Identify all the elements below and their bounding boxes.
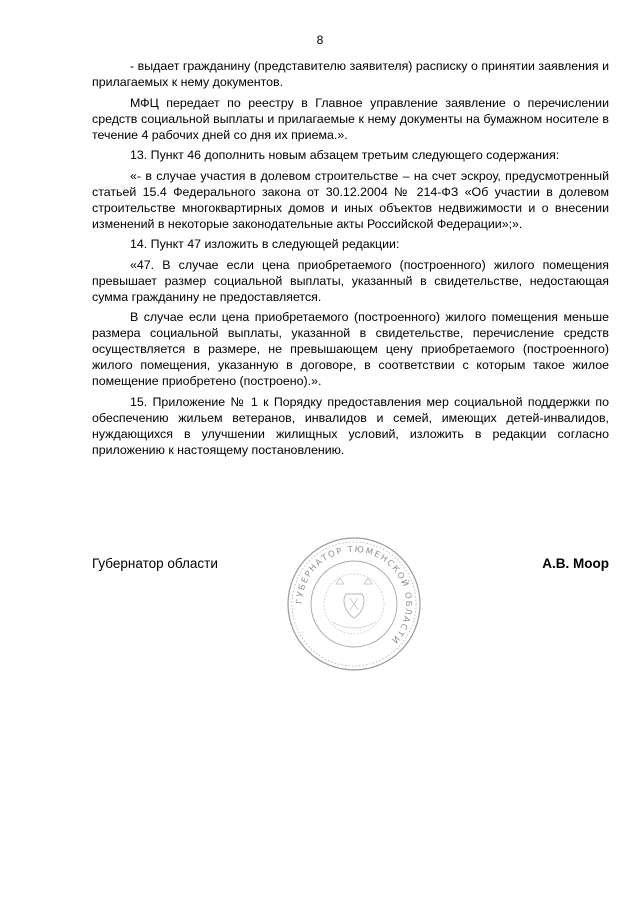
paragraph: «47. В случае если цена приобретаемого (построенного) жилого помещения превышает размер социальной выплаты, указанный в свидетельстве, недостающая сумма гражданину не предоставляется. [92, 257, 609, 304]
svg-text:ГУБЕРНАТОР ТЮМЕНСКОЙ ОБЛАСТИ: ГУБЕРНАТОР ТЮМЕНСКОЙ ОБЛАСТИ [294, 544, 414, 646]
official-seal [284, 534, 424, 674]
paragraph: - выдает гражданину (представителю заявителя) расписку о принятии заявления и прилагаемых к нему документов. [92, 59, 609, 89]
paragraph: 13. Пункт 46 дополнить новым абзацем третьим следующего содержания: [130, 148, 560, 162]
paragraph: 14. Пункт 47 изложить в следующей редакции: [130, 237, 400, 251]
page-number: 8 [316, 33, 324, 47]
signatory-name: А.В. Моор [542, 556, 609, 571]
document-body [92, 58, 609, 462]
paragraph: В случае если цена приобретаемого (построенного) жилого помещения меньше размера социальной выплаты, указанной в свидетельстве, перечисление средств осуществляется в размере, не превышающем цену приобретаемого (построенного) жилого помещения, указанную в договоре, в соответствии с которым такое жилое помещение приобретено (построено).». [92, 310, 609, 388]
paragraph: 15. Приложение № 1 к Порядку предоставления мер социальной поддержки по обеспечению жильем ветеранов, инвалидов и семей, имеющих детей-инвалидов, нуждающихся в улучшении жилищных условий, изложить в редакции согласно приложению к настоящему постановлению. [92, 394, 609, 457]
paragraph: МФЦ передает по реестру в Главное управление заявление о перечислении средств социальной выплаты и прилагаемые к нему документы на бумажном носителе в течение 4 рабочих дней со дня их приема.». [92, 95, 609, 142]
paragraph: «- в случае участия в долевом строительстве – на счет эскроу, предусмотренный статьей 15.4 Федерального закона от 30.12.2004 № 214-ФЗ «Об участии в долевом строительстве многоквартирных домов и иных объектов недвижимости и о внесении изменений в некоторые законодательные акты Российской Федерации»;». [92, 168, 609, 231]
signatory-title: Губернатор области [92, 556, 218, 571]
signature-block [92, 544, 609, 688]
